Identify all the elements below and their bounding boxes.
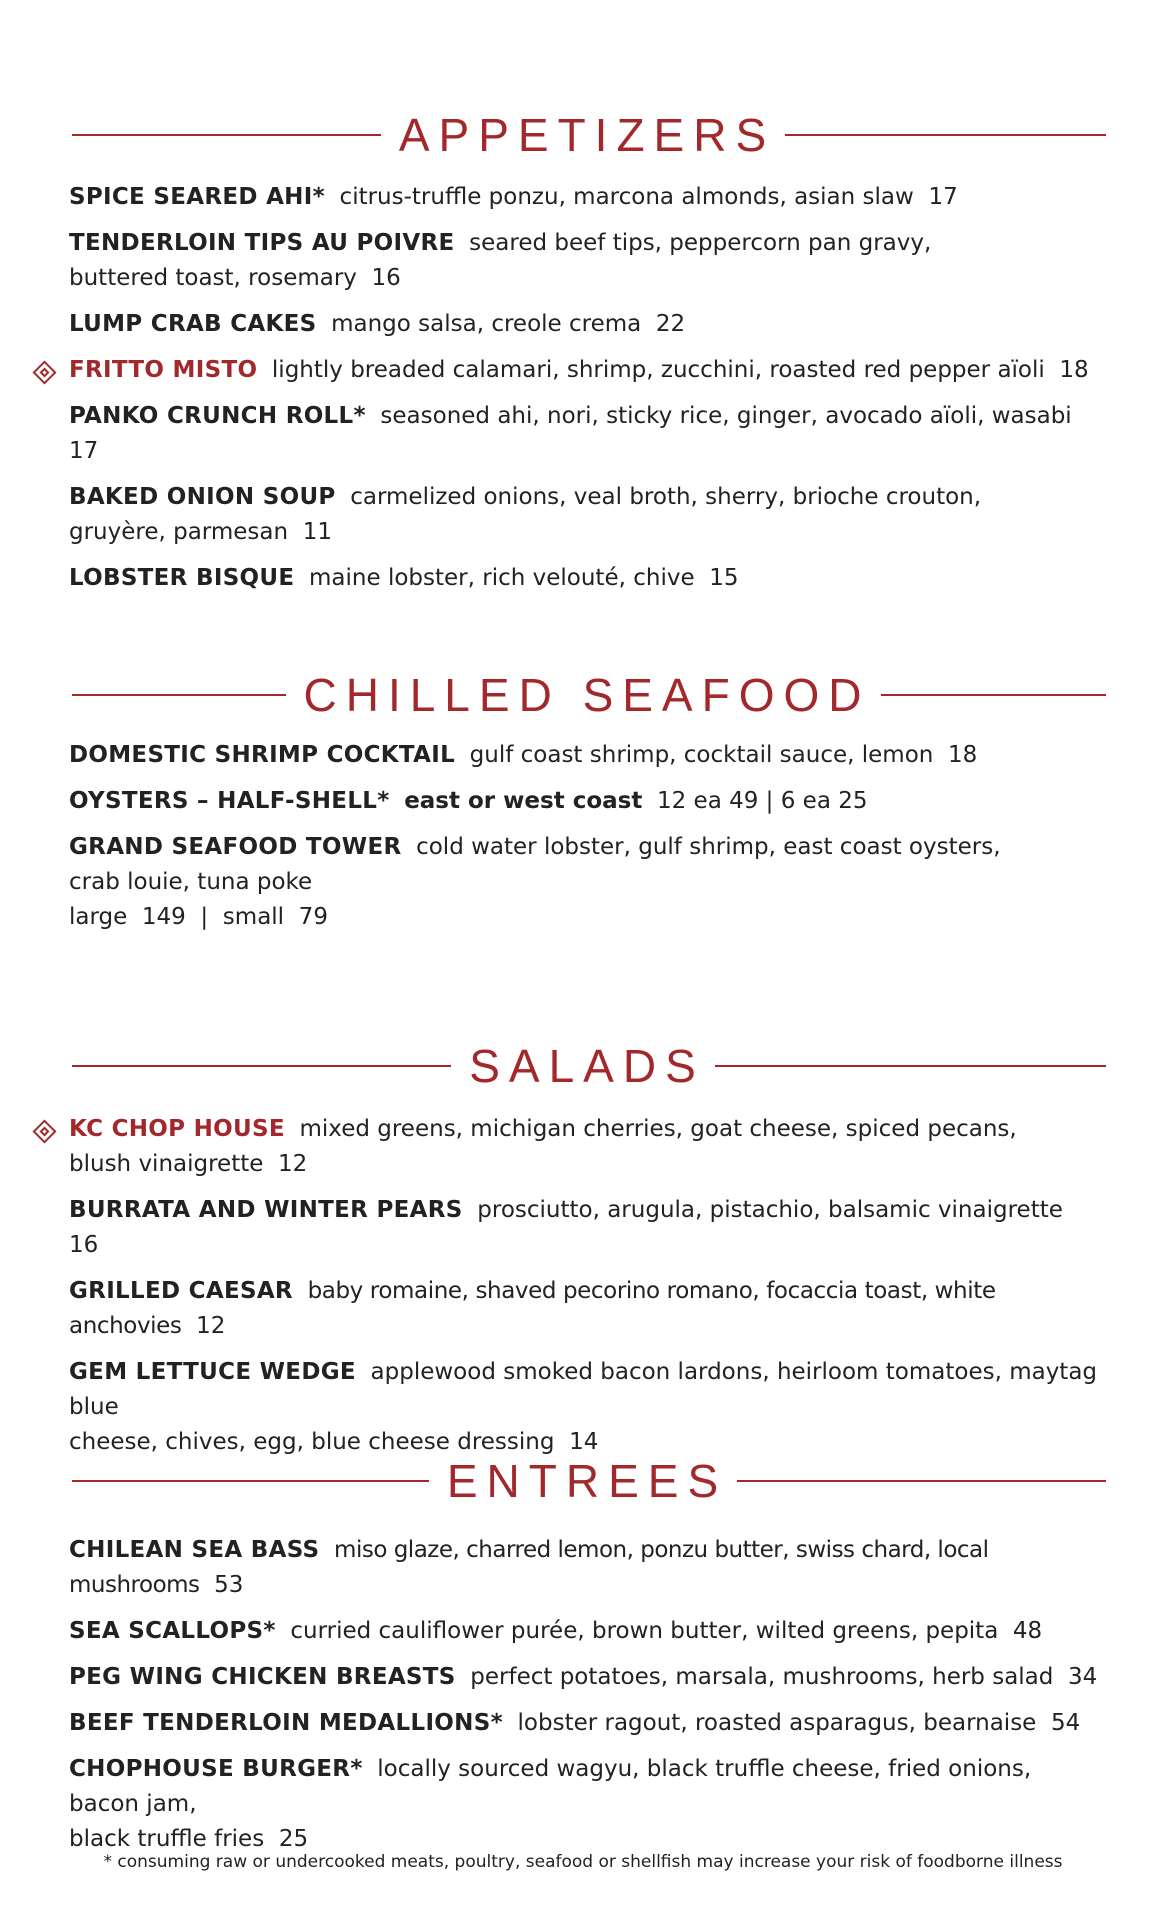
item-name: LUMP CRAB CAKES <box>69 311 317 337</box>
item-price: large 149 | small 79 <box>69 904 328 930</box>
item-price: 48 <box>1012 1618 1043 1644</box>
item-description: applewood smoked bacon lardons, heirloom tomatoes, maytag blue <box>69 1359 1098 1420</box>
item-price: 12 <box>196 1313 226 1339</box>
section-appetizers <box>0 105 1166 607</box>
item-name: DOMESTIC SHRIMP COCKTAIL <box>69 742 456 768</box>
item-description: baby romaine, shaved pecorino romano, focaccia toast, white anchovies <box>69 1278 996 1339</box>
item-description: curried cauliflower purée, brown butter, wilted greens, pepita <box>290 1618 999 1644</box>
menu-item <box>0 738 1166 773</box>
item-description-line2: blush vinaigrette <box>69 1151 264 1177</box>
item-description-line2: gruyère, parmesan <box>69 519 289 545</box>
item-description: seasoned ahi, nori, sticky rice, ginger, avocado aïoli, wasabi <box>380 403 1072 429</box>
menu-item <box>0 784 1166 819</box>
menu-item <box>0 399 1166 469</box>
item-description-line2: cheese, chives, egg, blue cheese dressing <box>69 1429 555 1455</box>
item-description: citrus-truffle ponzu, marcona almonds, asian slaw <box>339 184 914 210</box>
item-price: 18 <box>947 742 978 768</box>
item-price: 16 <box>371 265 401 291</box>
footnote: * consuming raw or undercooked meats, poultry, seafood or shellfish may increase your risk of foodborne illness <box>103 1852 1063 1872</box>
menu-item-signature <box>0 353 1166 388</box>
item-description-line2: crab louie, tuna poke <box>69 869 313 895</box>
section-entrees <box>0 1451 1166 1868</box>
menu-item <box>0 1660 1166 1695</box>
item-name: KC CHOP HOUSE <box>69 1116 285 1142</box>
item-description: locally sourced wagyu, black truffle cheese, fried onions, bacon jam, <box>69 1756 1032 1817</box>
item-price: 34 <box>1068 1664 1098 1690</box>
item-price: 25 <box>278 1826 309 1852</box>
item-description: seared beef tips, peppercorn pan gravy, <box>469 230 932 256</box>
item-price: 12 ea 49 | 6 ea 25 <box>656 788 868 814</box>
section-title: APPETIZERS <box>0 105 1166 165</box>
item-description-line2: buttered toast, rosemary <box>69 265 357 291</box>
item-price: 11 <box>302 519 332 545</box>
item-description: cold water lobster, gulf shrimp, east coast oysters, <box>416 834 1001 860</box>
section-title: CHILLED SEAFOOD <box>0 665 1166 725</box>
item-description: east or west coast <box>404 788 643 814</box>
item-name: GRILLED CAESAR <box>69 1278 293 1304</box>
item-price: 12 <box>278 1151 308 1177</box>
item-description: carmelized onions, veal broth, sherry, brioche crouton, <box>350 484 982 510</box>
item-description: mixed greens, michigan cherries, goat cheese, spiced pecans, <box>299 1116 1017 1142</box>
item-name: CHILEAN SEA BASS <box>69 1537 320 1563</box>
menu-item <box>0 307 1166 342</box>
item-description: miso glaze, charred lemon, ponzu butter, swiss chard, local mushrooms <box>69 1537 989 1598</box>
item-description: prosciutto, arugula, pistachio, balsamic vinaigrette <box>477 1197 1063 1223</box>
item-description-line2: black truffle fries <box>69 1826 265 1852</box>
item-name: CHOPHOUSE BURGER* <box>69 1756 363 1782</box>
item-name: GEM LETTUCE WEDGE <box>69 1359 356 1385</box>
item-price: 53 <box>214 1572 244 1598</box>
item-price: 22 <box>655 311 686 337</box>
section-title: SALADS <box>0 1036 1166 1096</box>
menu-item <box>0 1752 1166 1857</box>
item-description: lightly breaded calamari, shrimp, zucchini, roasted red pepper aïoli <box>271 357 1045 383</box>
menu-item <box>0 1193 1166 1263</box>
item-name: LOBSTER BISQUE <box>69 565 295 591</box>
item-name: BAKED ONION SOUP <box>69 484 336 510</box>
item-price: 14 <box>569 1429 599 1455</box>
item-description: maine lobster, rich velouté, chive <box>309 565 695 591</box>
section-heading <box>0 1036 1166 1096</box>
item-name: PANKO CRUNCH ROLL* <box>69 403 366 429</box>
menu-item-signature <box>0 1112 1166 1182</box>
menu-item <box>0 1533 1166 1603</box>
item-description: mango salsa, creole crema <box>331 311 642 337</box>
section-title: ENTREES <box>0 1451 1166 1511</box>
menu-item <box>0 480 1166 550</box>
section-salads <box>0 1036 1166 1471</box>
menu-item <box>0 226 1166 296</box>
menu-item <box>0 180 1166 215</box>
item-price: 17 <box>69 438 99 464</box>
section-heading <box>0 665 1166 725</box>
menu-item <box>0 1274 1166 1344</box>
item-name: SPICE SEARED AHI* <box>69 184 325 210</box>
item-price: 17 <box>928 184 958 210</box>
diamond-icon <box>32 360 56 384</box>
item-name: FRITTO MISTO <box>69 357 258 383</box>
section-heading <box>0 1451 1166 1511</box>
item-price: 16 <box>69 1232 99 1258</box>
diamond-icon <box>32 1119 56 1143</box>
menu-item <box>0 561 1166 596</box>
item-description: lobster ragout, roasted asparagus, bearnaise <box>517 1710 1037 1736</box>
item-name: SEA SCALLOPS* <box>69 1618 276 1644</box>
section-chilled-seafood <box>0 665 1166 946</box>
item-name: OYSTERS – HALF-SHELL* <box>69 788 390 814</box>
item-price: 18 <box>1059 357 1089 383</box>
item-name: TENDERLOIN TIPS AU POIVRE <box>69 230 455 256</box>
item-price: 54 <box>1050 1710 1081 1736</box>
menu-item <box>0 1355 1166 1460</box>
menu-item <box>0 1614 1166 1649</box>
menu-item <box>0 1706 1166 1741</box>
item-description: perfect potatoes, marsala, mushrooms, herb salad <box>470 1664 1054 1690</box>
item-name: BURRATA AND WINTER PEARS <box>69 1197 463 1223</box>
item-price: 15 <box>709 565 739 591</box>
item-description: gulf coast shrimp, cocktail sauce, lemon <box>469 742 934 768</box>
section-heading <box>0 105 1166 165</box>
item-name: BEEF TENDERLOIN MEDALLIONS* <box>69 1710 503 1736</box>
menu-item <box>0 830 1166 935</box>
item-name: GRAND SEAFOOD TOWER <box>69 834 402 860</box>
item-name: PEG WING CHICKEN BREASTS <box>69 1664 456 1690</box>
